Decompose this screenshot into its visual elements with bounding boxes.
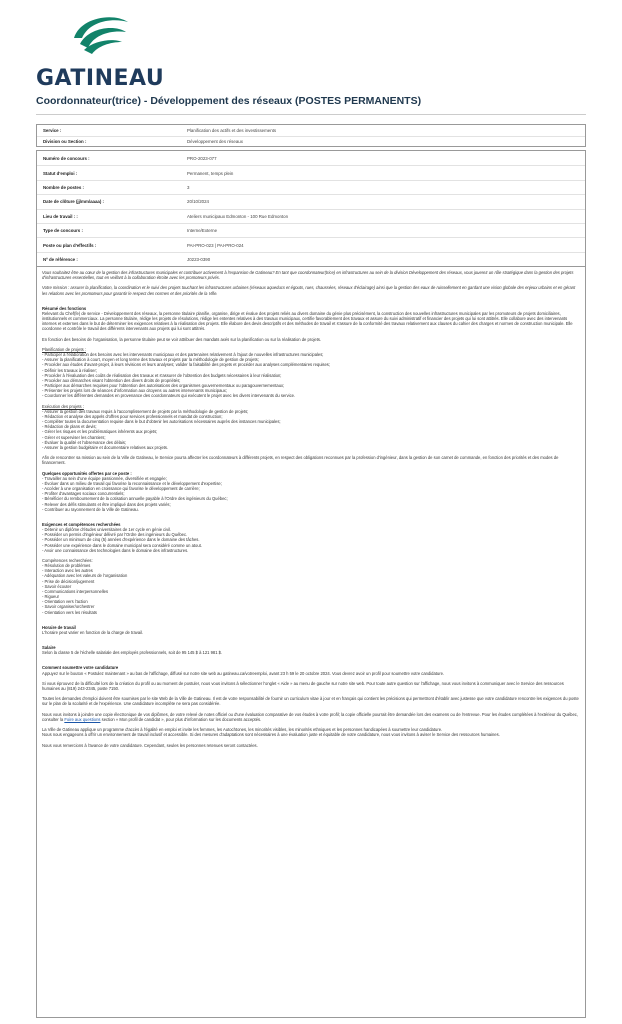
details-table (36, 150, 586, 267)
list-item: - Résolution de problèmes (42, 563, 91, 569)
detail-value: Permanent, temps plein (187, 170, 234, 176)
detail-label: Type de concours : (43, 228, 83, 234)
list-item: - Rédaction de plans et devis; (42, 424, 97, 430)
list-item: - Interaction avec les autres (42, 568, 93, 574)
list-item: - Orientation vers l'action (42, 599, 88, 605)
faq-link[interactable]: Foire aux questions (64, 716, 101, 722)
list-item: - Relever des défis stimulants et être impliqué dans des projets variés; (42, 501, 171, 507)
meta-label: Service : (43, 127, 62, 133)
detail-row (37, 165, 585, 179)
meta-row (37, 136, 585, 147)
list-item: - Coordonner les différentes demandes en provenance des coordonnateurs qui exécutent le projet avec les divers intervenants du service. (42, 393, 296, 399)
list-item: - Compléter toutes la documentation requise dans le but d'obtenir les autorisations nécessaires auprès des instances municipales; (42, 419, 281, 425)
section-heading: Exigences et compétences recherchées (42, 521, 121, 527)
meta-row (37, 125, 585, 136)
list-item: - Définir les travaux à réaliser; (42, 367, 97, 373)
subsection-heading: Compétences recherchées: (42, 558, 93, 564)
detail-label: Poste ou plan d'effectifs : (43, 242, 97, 248)
paragraph (42, 712, 580, 722)
list-item: - Participer aux démarches requises pour l'obtention des autorisations des organismes gouvernementaux ou paragouvernementaux; (42, 383, 285, 389)
detail-value: Interne/Externe (187, 228, 218, 234)
list-item: - Bénéficier du remboursement de la cotisation annuelle payable à l'Ordre des ingénieurs du Québec; (42, 496, 228, 502)
list-item: - Avoir une connaissance des technologies dans le domaine des infrastructures. (42, 547, 189, 553)
section-heading: Quelques opportunités offertes par ce poste : (42, 470, 132, 476)
section-heading: Résumé des fonctions (42, 305, 87, 311)
list-item: - Rédaction et analyse des appels d'offres pour services professionnels et mandat de construction; (42, 414, 223, 419)
list-item: - Contribuer au rayonnement de la Ville de Gatineau. (42, 506, 139, 512)
meta-value: Planification des actifs et des investissements (187, 127, 277, 133)
meta-table (36, 124, 586, 147)
detail-label: Numéro de concours : (43, 155, 90, 161)
detail-value: 3 (187, 184, 190, 190)
list-item: - Procéder aux études d'avant-projet, à leurs révisions et leurs analyses; valider la faisabilité des projets et procéder aux analyses complémentaires requises; (42, 362, 331, 368)
gatineau-logo (36, 12, 165, 91)
detail-label: Nº de référence : (43, 256, 78, 262)
subsection-heading: Planification de projets : (42, 346, 86, 352)
detail-row (37, 180, 585, 194)
intro-paragraph: Vous souhaitez être au cœur de la gestion des infrastructures municipales et contribuer activement à l'expansion de Gatineau? En tant que coordonnateur(trice) en infrastructures au sein de la division Développement des réseaux, vous jouerez un rôle stratégique dans la gestion des projets d'infrastructures essentielles, tout en veillant à la collaboration étroite avec les promoteurs privés. (42, 270, 574, 281)
detail-row (37, 237, 585, 251)
detail-row (37, 209, 585, 223)
detail-row (37, 151, 585, 165)
list-item: - Procéder à l'évaluation des coûts de réalisation des travaux et s'assurer de l'obtention des budgets nécessaires à leur réalisation; (42, 372, 282, 378)
paragraph: L'horaire peut varier en fonction de la charge de travail. (42, 629, 144, 635)
list-item: - Accéder à une organisation en croissance qui favorise le développement de carrière; (42, 486, 200, 492)
mission-paragraph: Votre mission : assurer la planification, la coordination et le suivi des projets touchant les infrastructures urbaines (réseaux aqueducs et égouts, rues, chaussées, réseaux d'éclairage) ainsi que la gestion des eaux de ruissellement en gardant une vision globale des enjeux urbains et en gérant les relations avec les promoteurs pour garantir le respect des normes et des priorités de la Ville. (42, 285, 576, 296)
list-item: - Procéder aux démarches visant l'obtention des divers droits de propriétés; (42, 377, 181, 383)
list-item: - Posséder une expérience dans le domaine municipal sera considéré comme un atout. (42, 542, 202, 548)
list-item: - Gérer les risques et les problématiques inhérents aux projets; (42, 429, 158, 435)
paragraph: Relevant du Chef(fe) de service - Développement des réseaux, la personne titulaire planifie, organise, dirige et évalue des projets reliés au divers domaine du génie plus précisément, la construction des nouvelles infrastructures municipales par les promoteurs de projets domiciliaires, institutionnels et commerciaux. La personne titulaire, rédige les projets de résolutions, rédige les ententes relatives à des travaux municipaux, certifie favorablement des travaux et assure du suivi administratif et financier des projets qui lui sont attitrés. Elle collabore avec des intervenants internes et externes dans le but de déterminer les exigences relatives à la réalisation des projets. Elle élabore des devis descriptifs et des méthodes de travail et s'assure de la conformité des travaux relativement aux clauses du cahier des charges et normes de construction municipale. Elle coordonne et contrôle le travail des différents intervenants aux projets qui lui sont attitrés. (42, 310, 573, 332)
list-item: - Posséder un minimum de cinq (5) années d'expérience dans le domaine des tâches. (42, 537, 200, 543)
list-item: - Rigueur (42, 594, 60, 600)
detail-label: Lieu de travail : : (43, 213, 78, 219)
list-item: - Savoir organiser/orchestrer (42, 604, 95, 610)
paragraph: Afin de rencontrer sa mission au sein de la Ville de Gatineau, le Service pourra affecter les coordonnateurs à différents projets, en respect des obligations reconnues par la profession d'ingénieur, dans la gestion de son carnet de commande, en fonction des priorités et des modes de financement. (42, 455, 559, 466)
detail-value: Ateliers municipaux Edmonton - 100 Rue Edmonton (187, 213, 289, 219)
detail-value: PRO-2023-077 (187, 155, 217, 161)
list-item: - Savoir écouter (42, 583, 72, 589)
detail-label: Nombre de postes : (43, 184, 84, 190)
paragraph-text: section « Mon profil de candidat », pour plus d'information sur les documents acceptés. (100, 716, 262, 722)
detail-label: Statut d'emploi : (43, 170, 78, 176)
paragraph: Appuyez sur le bouton « Postulez maintenant » au bas de l'affichage, diffusé sur notre site web au gatineau.ca/votreemploi, avant 23 h 59 le 20 octobre 2024. Vous devrez avoir un profil pour soumettre votre candidature. (42, 670, 445, 676)
list-item: - Assurer la gestion budgétaire et documentaire relatives aux projets. (42, 444, 169, 450)
job-description (36, 266, 586, 1018)
paragraph: Nous vous remercions à l'avance de votre candidature. Cependant, seules les personnes retenues seront contactées. (42, 742, 258, 748)
list-item: - Communications interpersonnelles (42, 588, 109, 594)
list-item: - Participer à l'élaboration des besoins avec les intervenants municipaux et des partenaires relativement à l'ajout de nouvelles infrastructures municipales; (42, 352, 324, 358)
list-item: - Assurer la gestion des travaux requis à l'accomplissement de projets par la méthodologie de gestion de projets; (42, 408, 249, 414)
list-item: - Présenter les projets lors de séances d'information aux citoyens ou autres intervenants municipaux; (42, 388, 227, 394)
detail-label: Date de clôture (jj/mm/aaaa) : (43, 199, 104, 205)
logo-text: GATINEAU (36, 66, 165, 91)
page-title: Coordonnateur(trice) - Développement des réseaux (POSTES PERMANENTS) (36, 95, 422, 107)
list-item: - Gérer et superviser les chantiers; (42, 434, 106, 440)
detail-row (37, 194, 585, 208)
paragraph: En fonction des besoins de l'organisation, la personne titulaire peut se voir attribuer des mandats axés sur la planification ou sur la réalisation de projets. (42, 336, 322, 342)
paragraph: Selon la classe 5 de l'échelle salariale des employés professionnels, soit de 95 145 $ à 121 981 $. (42, 650, 223, 656)
title-divider (36, 114, 586, 115)
paragraph: Toutes les demandes d'emploi doivent être soumises par le site Web de la Ville de Gatineau. Il est de votre responsabilité de fournir un curriculum vitae à jour et en français qui contient les précisions qui permettront d'établir avec justesse que votre candidature rencontre les exigences du poste sur le plan de la scolarité et de l'expérience. Une candidature incomplète ne sera pas considérée. (42, 696, 579, 707)
detail-row (37, 223, 585, 237)
logo-swoosh-icon (70, 12, 132, 56)
paragraph: Si vous éprouvez de la difficulté lors de la création du profil ou au moment de postuler, nous vous invitons à sélectionner l'onglet « Aide » au menu de gauche sur notre site web. Pour toute autre question sur l'affichage, nous vous invitons à communiquer avec le Service des ressources humaines au (819) 243-2345, poste 7150. (42, 680, 564, 691)
detail-value: PAI-PRO-023 | PAI-PRO-024 (187, 242, 244, 248)
list-item: - Travailler au sein d'une équipe passionnée, diversifiée et engagée; (42, 475, 167, 481)
section-heading: Comment soumettre votre candidature (42, 665, 119, 671)
subsection-heading: Exécution des projets : (42, 403, 84, 409)
list-item: - Prise de décision/jugement (42, 578, 95, 584)
list-item: - Profiter d'avantages sociaux concurrentiels; (42, 491, 125, 497)
detail-value: 20/10/2024 (187, 199, 209, 205)
list-item: - Assurer la planification à court, moyen et long terme des travaux et projets par la méthodologie de gestion de projets; (42, 357, 259, 363)
list-item: - Posséder un permis d'ingénieur délivré par l'Ordre des ingénieurs du Québec. (42, 532, 188, 538)
paragraph: La Ville de Gatineau applique un programme d'accès à l'égalité en emploi et invite les femmes, les Autochtones, les minorités visibles, les minorités ethniques et les personnes handicapées à soumettre leur candidature. (42, 727, 443, 733)
list-item: - Évaluer la qualité et l'observance des délais; (42, 439, 127, 445)
detail-row (37, 252, 585, 266)
detail-value: J0223-0390 (187, 256, 211, 262)
list-item: - Adéquation avec les valeurs de l'organisation (42, 573, 128, 579)
meta-value: Développement des réseaux (187, 138, 243, 144)
paragraph-text: Nous vous invitons à joindre une copie électronique de vos diplômes, de votre relevé de notes officiel ou d'une évaluation comparative de vos études à votre profil; la copie officielle pourrait être demandée lors des examens ou de l'entrevue. Pour les études complétées à l'extérieur du Québec, consulter la (42, 711, 578, 722)
section-heading: Salaire (42, 645, 56, 651)
paragraph: Nous nous engageons à offrir un environnement de travail inclusif et accessible. Si des mesures d'adaptations sont nécessaires à une évaluation juste et équitable de votre candidature, nous vous invitons à aviser le Service des ressources humaines. (42, 732, 500, 738)
section-heading: Horaire de travail (42, 624, 76, 630)
list-item: - Détenir un diplôme d'études universitaires de 1er cycle en génie civil. (42, 527, 172, 533)
list-item: - Orientation vers les résultats (42, 609, 97, 615)
meta-label: Division ou Section : (43, 138, 87, 144)
list-item: - Évoluer dans un milieu de travail qui favorise la reconnaissance et le développement d'expertise; (42, 481, 222, 486)
